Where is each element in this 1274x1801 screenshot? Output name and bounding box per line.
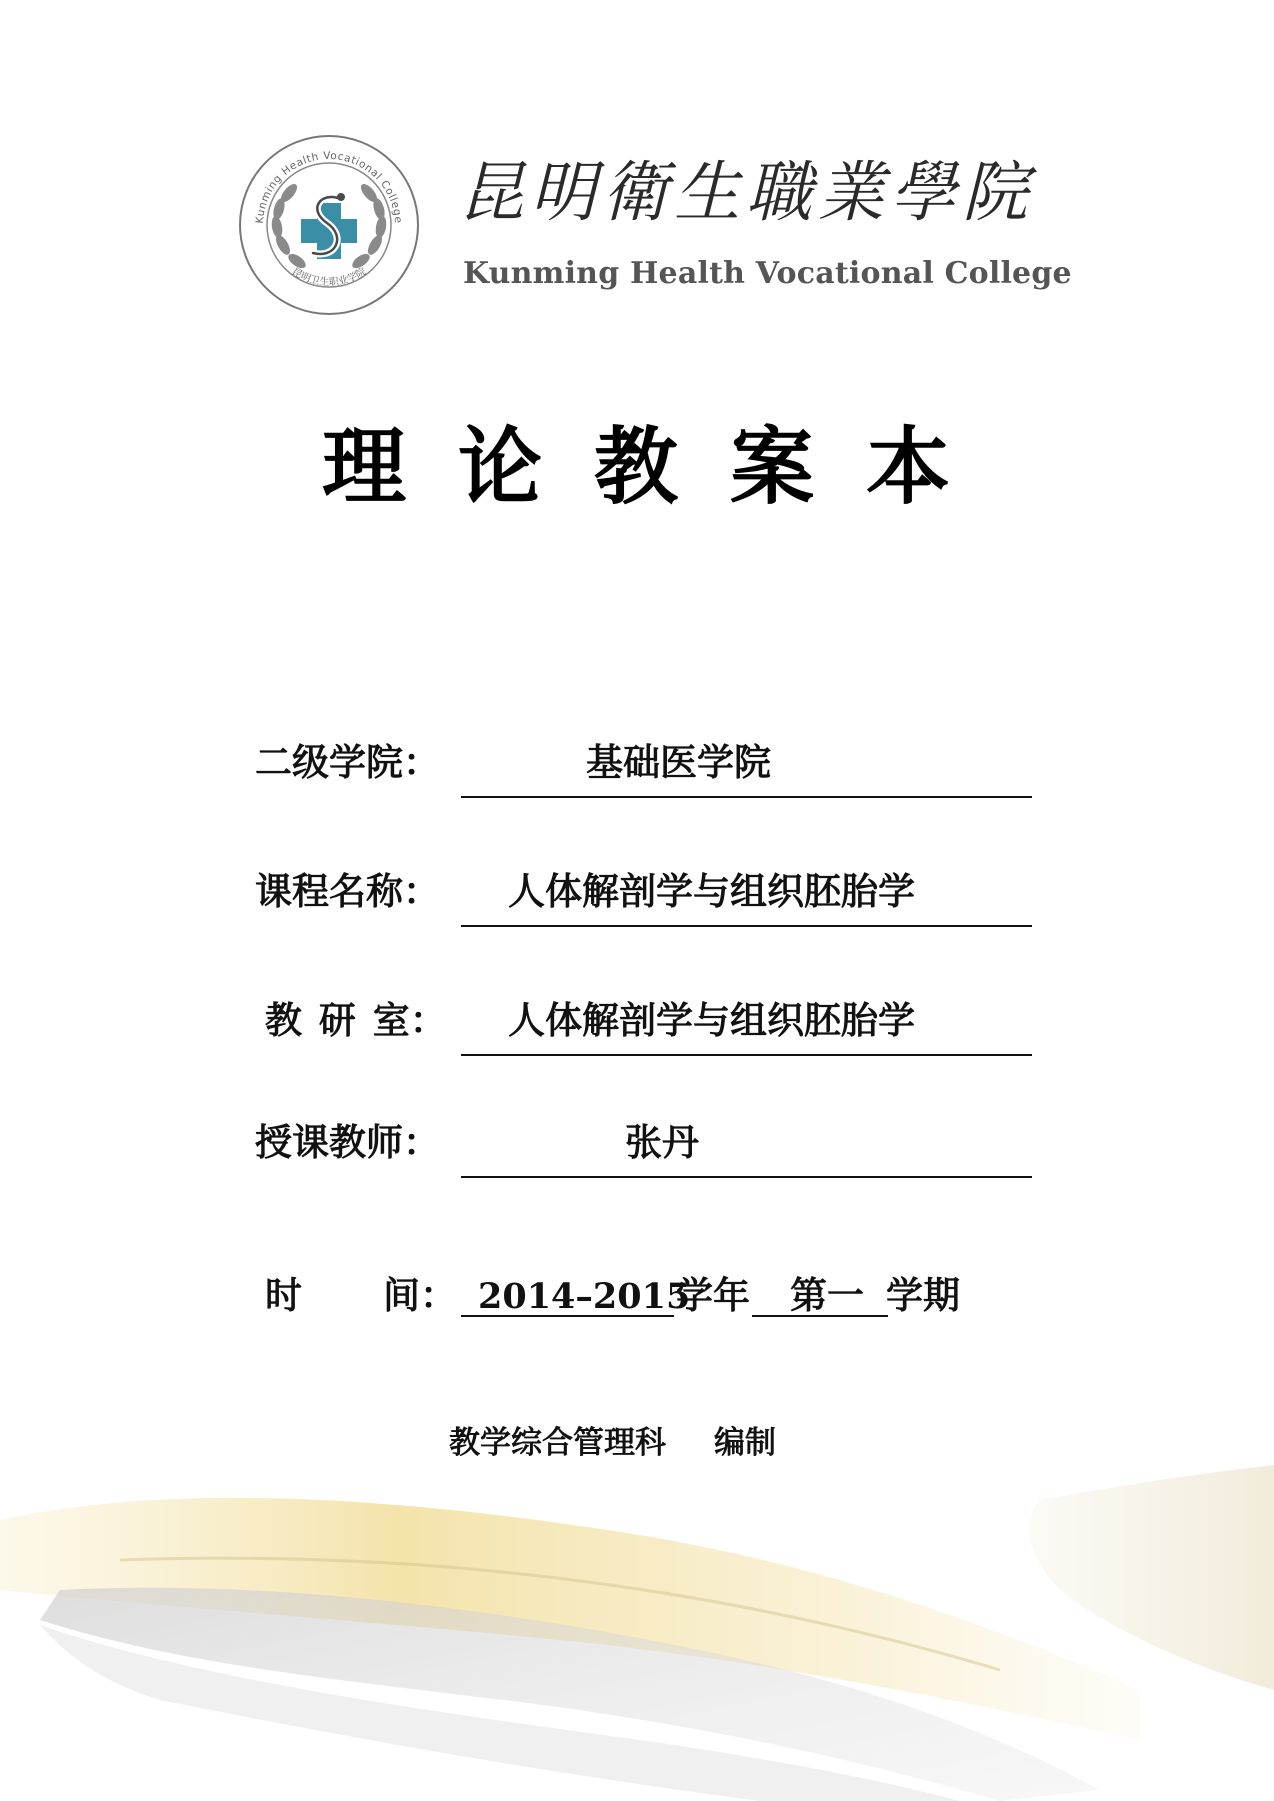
- time-label-first: 时: [265, 1273, 302, 1317]
- course-label: 课程名称：: [255, 869, 440, 913]
- teacher-label: 授课教师：: [255, 1120, 440, 1164]
- school-value: 基础医学院: [586, 740, 771, 784]
- academic-year-value: 2014–2015: [478, 1276, 691, 1317]
- leaf-wash-graphic: [0, 1440, 1274, 1801]
- course-underline: [461, 925, 1032, 927]
- compiler-action: 编制: [714, 1425, 776, 1461]
- seal-text-cn-path: 昆明卫生职业学院: [289, 266, 369, 289]
- department-underline: [461, 1054, 1032, 1056]
- college-seal-logo: [237, 133, 421, 317]
- school-underline: [461, 796, 1032, 798]
- department-value: 人体解剖学与组织胚胎学: [508, 998, 915, 1042]
- school-label: 二级学院：: [255, 740, 440, 784]
- seal-text-en-path: Kunming Health Vocational College: [253, 149, 405, 224]
- seal-graphic: [237, 133, 421, 317]
- department-label: 教 研 室：: [265, 998, 447, 1042]
- college-name-calligraphy: 昆明衛生職業學院: [458, 154, 1034, 231]
- time-label-second: 间：: [383, 1273, 457, 1317]
- teacher-value: 张丹: [625, 1120, 699, 1164]
- teacher-underline: [461, 1176, 1032, 1178]
- document-title: 理论教案本: [322, 417, 1003, 516]
- decorative-leaf-wash: [0, 1440, 1274, 1801]
- academic-year-suffix: 学年: [676, 1273, 750, 1317]
- seal-text-cn: [290, 265, 368, 289]
- college-name-english: Kunming Health Vocational College: [463, 256, 1072, 291]
- course-value: 人体解剖学与组织胚胎学: [508, 869, 915, 913]
- compiler-office: 教学综合管理科: [449, 1425, 666, 1461]
- semester-suffix: 学期: [886, 1273, 960, 1317]
- academic-year-underline: [461, 1315, 674, 1317]
- semester-underline: [752, 1315, 888, 1317]
- semester-value: 第一: [790, 1273, 864, 1317]
